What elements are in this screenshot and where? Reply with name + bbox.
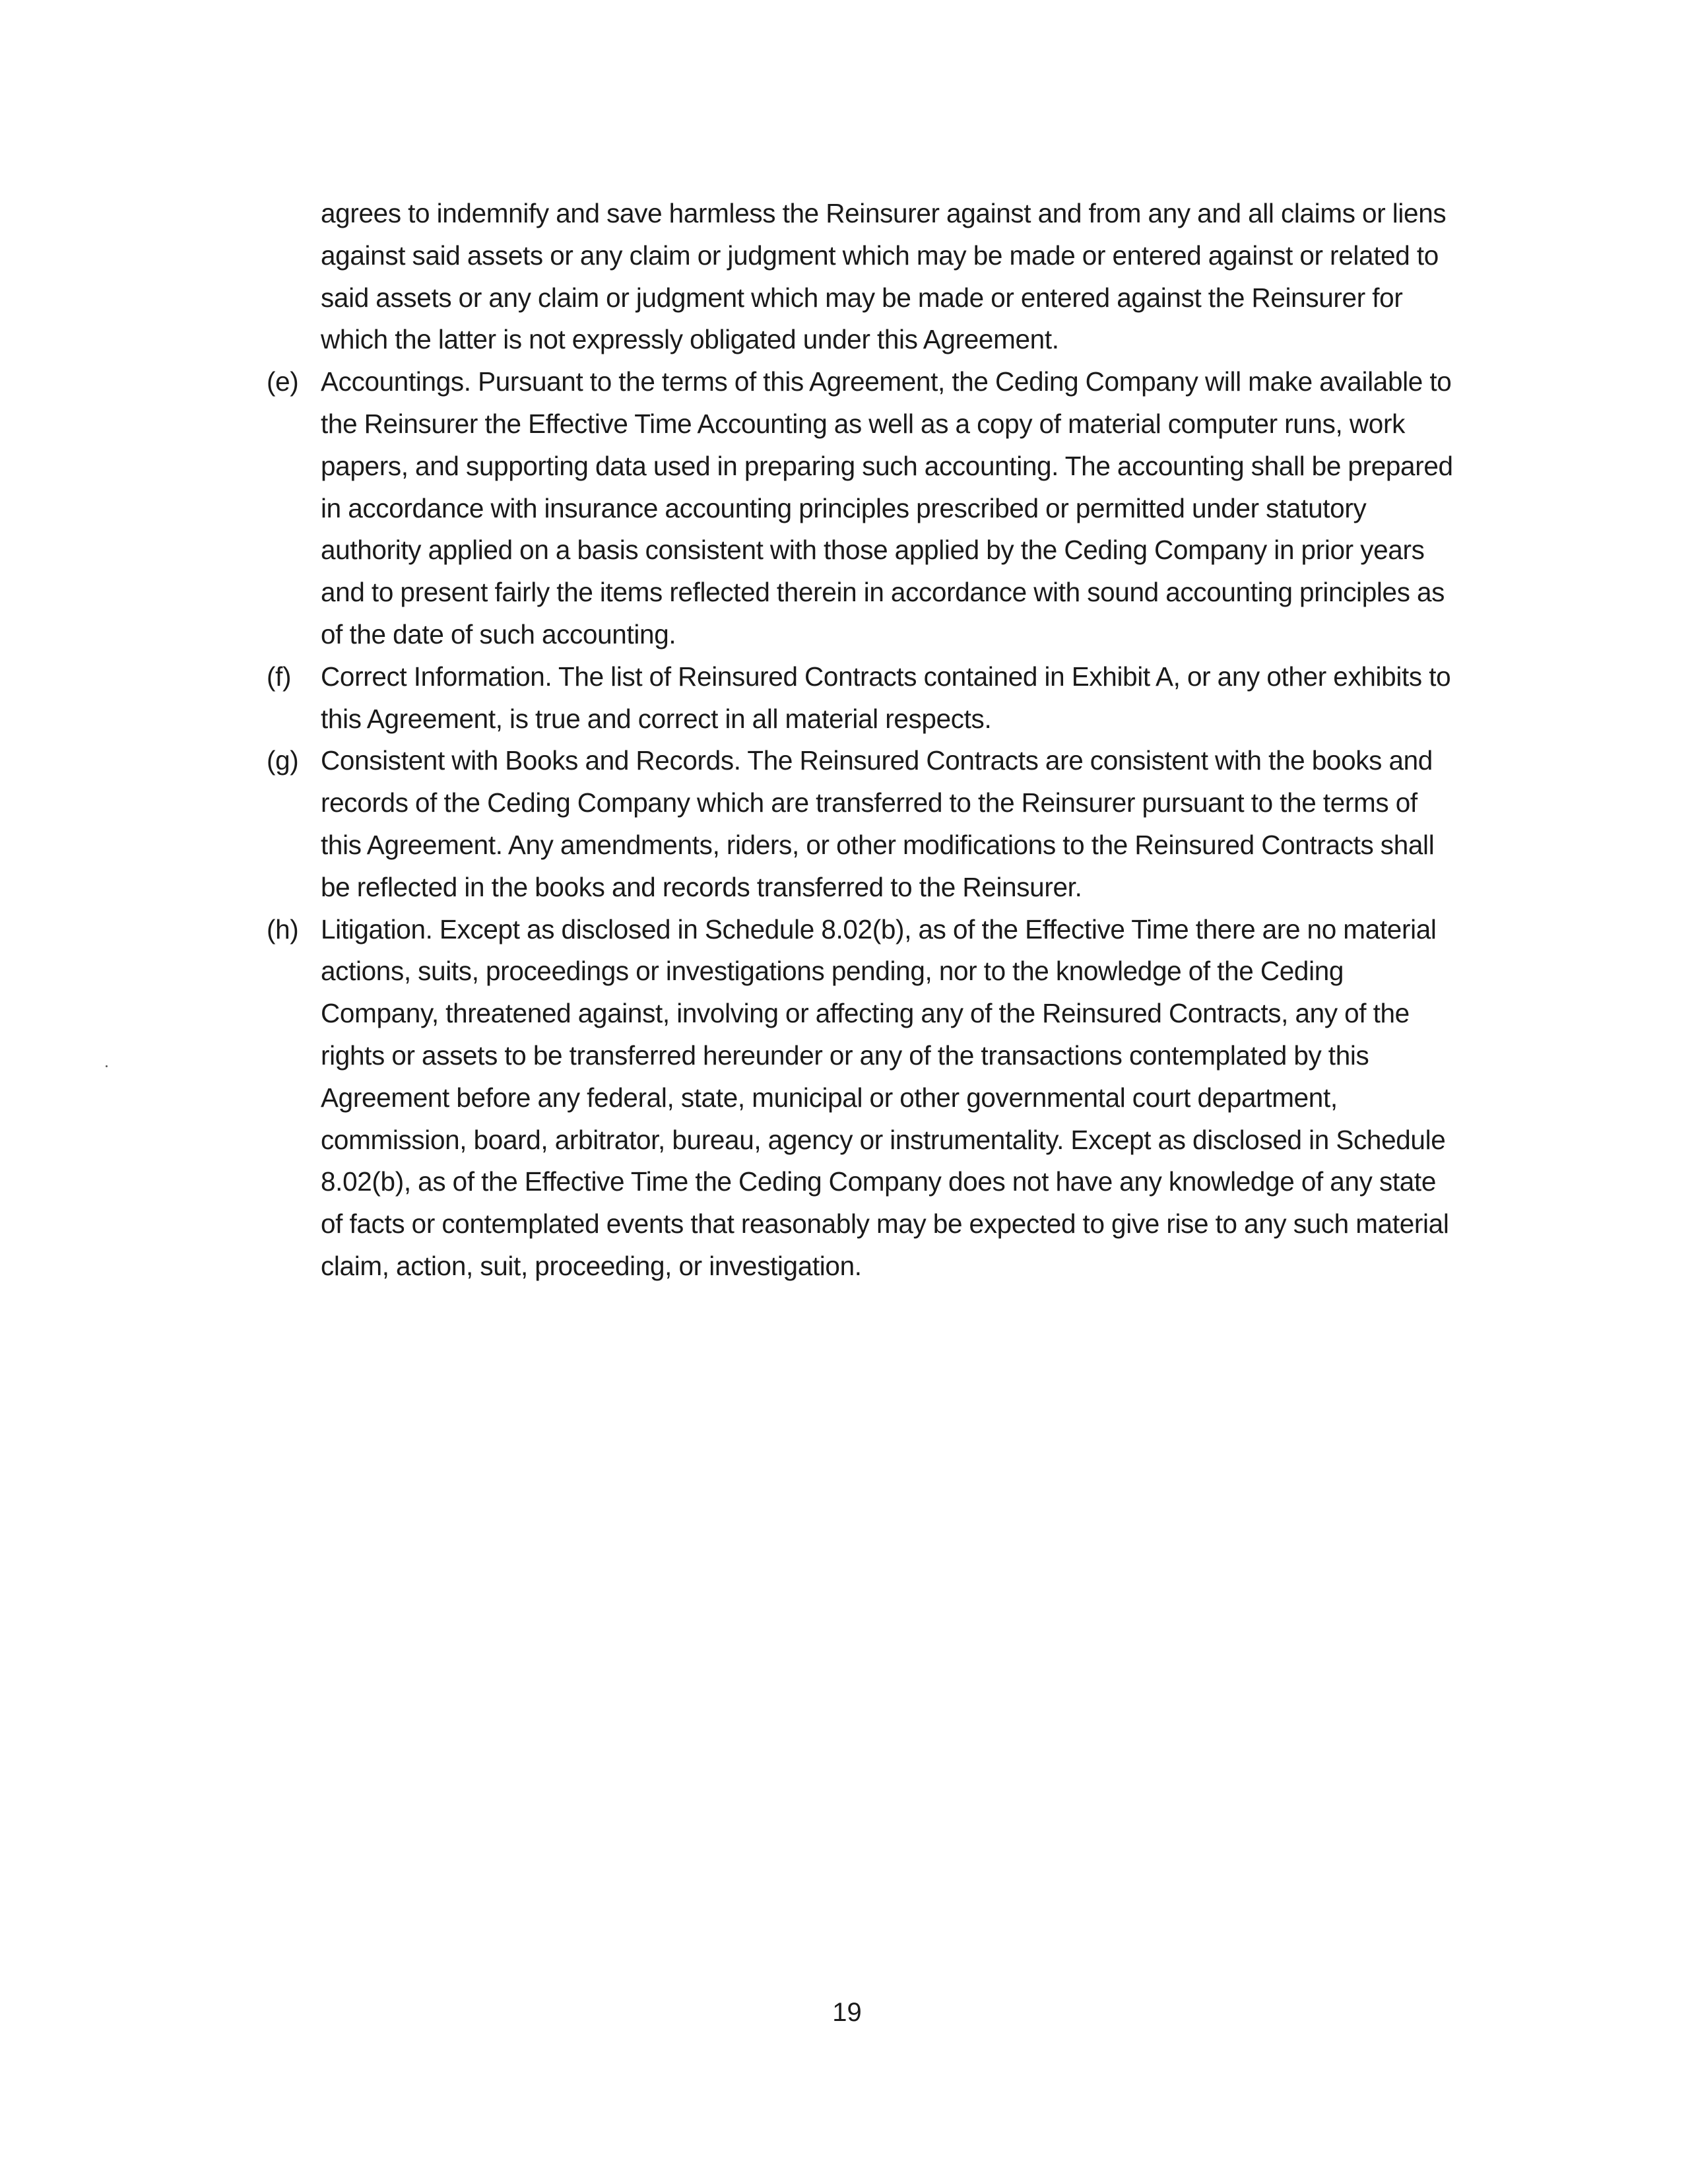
- item-text-h: Litigation. Except as disclosed in Schedule 8.02(b), as of the Effective Time there are no material actions, suits, proceedings or investigations pending, nor to the knowledge of the Ceding Company, threatened against, involving or affecting any of the Reinsured Contracts, any of the rights or assets to be transferred hereunder or any of the transactions contemplated by this Agreement before any federal, state, municipal or other governmental court department, commission, board, arbitrator, bureau, agency or instrumentality. Except as disclosed in Schedule 8.02(b), as of the Effective Time the Ceding Company does not have any knowledge of any state of facts or contemplated events that reasonably may be expected to give rise to any such material claim, action, suit, proceeding, or investigation.: [321, 913, 1449, 1281]
- document-body: [267, 193, 1462, 1288]
- item-marker-g: (g): [267, 745, 299, 776]
- page-number: 19: [832, 1998, 862, 2027]
- section-item-f: [267, 656, 1462, 741]
- item-marker-f: (f): [267, 661, 292, 692]
- scan-speck: [106, 1065, 108, 1067]
- section-item-e: [267, 361, 1462, 656]
- item-marker-e: (e): [267, 366, 299, 397]
- continuation-paragraph: agrees to indemnify and save harmless the Reinsurer against and from any and all claims or liens against said assets or any claim or judgment which may be made or entered against or related to said assets or any claim or judgment which may be made or entered against the Reinsurer for which the latter is not expressly obligated under this Agreement.: [321, 198, 1447, 355]
- item-text-e: Accountings. Pursuant to the terms of this Agreement, the Ceding Company will make available to the Reinsurer the Effective Time Accounting as well as a copy of material computer runs, work papers, and supporting data used in preparing such accounting. The accounting shall be prepared in accordance with insurance accounting principles prescribed or permitted under statutory authority applied on a basis consistent with those applied by the Ceding Company in prior years and to present fairly the items reflected therein in accordance with sound accounting principles as of the date of such accounting.: [321, 366, 1453, 649]
- item-marker-h: (h): [267, 913, 299, 944]
- item-text-g: Consistent with Books and Records. The Reinsured Contracts are consistent with the books and records of the Ceding Company which are transferred to the Reinsurer pursuant to the terms of this Agreement. Any amendments, riders, or other modifications to the Reinsured Contracts shall be reflected in the books and records transferred to the Reinsurer.: [321, 745, 1435, 902]
- item-text-f: Correct Information. The list of Reinsured Contracts contained in Exhibit A, or any other exhibits to this Agreement, is true and correct in all material respects.: [321, 661, 1451, 734]
- section-item-h: [267, 909, 1462, 1288]
- section-item-g: [267, 740, 1462, 908]
